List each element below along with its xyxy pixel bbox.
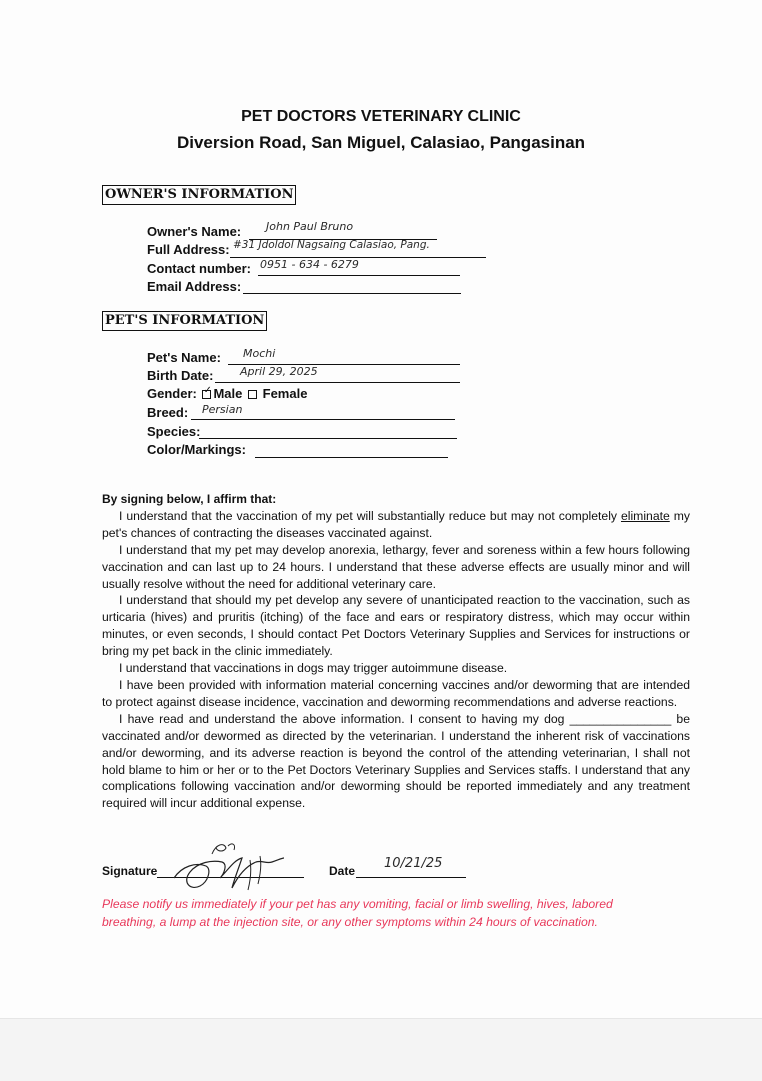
female-option-label: Female [262,386,308,401]
birth-date-line [215,381,460,383]
pet-name-value[interactable]: Mochi [243,347,276,360]
birth-date-value[interactable]: April 29, 2025 [240,365,318,378]
consent-paragraph-2: I understand that my pet may develop anorexia, lethargy, fever and soreness within a few hours following vaccination and can last up to 24 hours. I understand that these adverse effects are usually minor and will usually resolve without the need for additional veterinary care. [102,542,690,591]
consent-paragraph-6: I have read and understand the above information. I consent to having my dog _______________ be vaccinated and/or dewormed as directed by the veterinarian. I understand the inherent risk of vaccinations and/or deworming, and its adverse reaction is beyond the control of the attending veterinarian, I shall not hold blame to him or her or to the Pet Doctors Veterinary Supplies and Services staffs. I understand that any complications following vaccination and/or deworming should be reported immediately and any treatment required will incur additional expense. [102,711,690,811]
male-option-label: Male [213,386,243,401]
scan-bottom-edge [0,1018,762,1081]
owner-name-label: Owner's Name: [147,224,242,239]
consent-paragraph-5: I have been provided with information material concerning vaccines and/or deworming that are intended to protect against disease incidence, vaccination and deworming recommendations and adverse reactions. [102,677,690,709]
consent-paragraph-3: I understand that should my pet develop any severe of unanticipated reaction to the vaccination, such as urticaria (hives) and pruritis (itching) of the face and ears or respiratory distress, which may occur within minutes, or even seconds, I should contact Pet Doctors Veterinary Supplies and Services for instructions or bring my pet back in the clinic immediately. [102,593,690,659]
species-label: Species: [147,424,201,439]
pet-section-title: PET'S INFORMATION [102,311,267,331]
date-value[interactable]: 10/21/25 [384,856,443,871]
breed-label: Breed: [147,405,189,420]
consent-paragraph-4: I understand that vaccinations in dogs may trigger autoimmune disease. [119,661,508,676]
affirm-heading: By signing below, I affirm that: [102,492,277,506]
clinic-address: Diversion Road, San Miguel, Calasiao, Pangasinan [176,133,586,152]
color-markings-label: Color/Markings: [147,442,246,457]
owner-address-label: Full Address: [147,242,230,257]
species-line [199,437,457,439]
breed-value[interactable]: Persian [202,403,243,416]
gender-row [147,386,307,401]
clinic-name: PET DOCTORS VETERINARY CLINIC [241,108,521,125]
owner-address-value[interactable]: #31 Jdoldol Nagsaing Calasiao, Pang. [233,239,430,251]
owner-name-value[interactable]: John Paul Bruno [266,220,354,233]
color-markings-line [255,456,448,458]
email-line [243,292,461,294]
date-label: Date [329,864,356,878]
pet-name-label: Pet's Name: [147,350,221,365]
birth-date-label: Birth Date: [147,368,214,383]
consent-paragraph-1: I understand that the vaccination of my pet will substantially reduce but may not completely eliminate my pet's chances of contracting the diseases vaccinated against. [102,508,690,540]
contact-number-label: Contact number: [147,261,251,276]
email-label: Email Address: [147,279,242,294]
gender-label: Gender: [147,386,197,401]
male-checkbox[interactable]: ✓ [202,390,211,399]
consent-text [102,491,690,812]
contact-number-value[interactable]: 0951 - 634 - 6279 [260,258,359,271]
owner-section-title: OWNER'S INFORMATION [102,185,296,205]
date-line [356,876,466,878]
female-checkbox[interactable] [248,390,257,399]
notice-text: Please notify us immediately if your pet has any vomiting, facial or limb swelling, hives, labored breathing, a lump at the injection site, or any other symptoms within 24 hours of vaccination. [102,897,613,929]
breed-line [191,418,455,420]
signature-scribble[interactable] [168,836,286,894]
signature-label: Signature [102,864,158,878]
contact-number-line [258,274,460,276]
